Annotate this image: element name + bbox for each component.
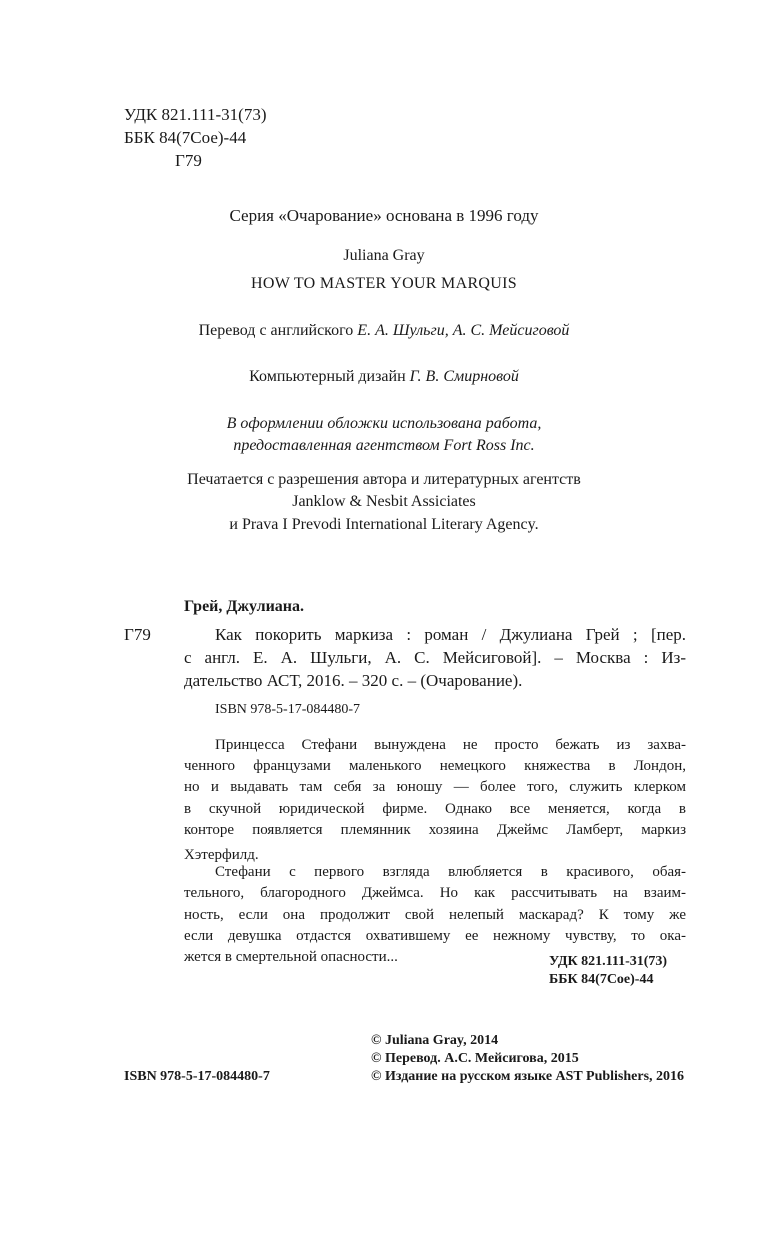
catalog-heading: Грей, Джулиана. xyxy=(184,598,305,615)
annotation-bbk: ББК 84(7Сое)-44 xyxy=(549,972,654,987)
design-credit xyxy=(0,366,768,388)
annotation-line: но и выдавать там себя за юношу — более того, служить клерком xyxy=(184,779,686,796)
cover-note-line: В оформлении обложки использована работа, xyxy=(226,415,542,432)
annotation-line: Принцесса Стефани вынуждена не просто бежать из захва- xyxy=(215,737,686,753)
annotation-line: ченного французами маленького немецкого княжества в Лондон, xyxy=(184,758,686,775)
udk-code: УДК 821.111-31(73) xyxy=(124,105,267,124)
permission-line: Janklow & Nesbit Assiciates xyxy=(292,493,476,510)
catalog-entry-line: с англ. Е. А. Шульги, А. С. Мейсиговой]. – Москва : Из- xyxy=(184,648,686,667)
catalog-entry-line: Как покорить маркиза : роман / Джулиана Грей ; [пер. xyxy=(215,625,686,644)
catalog-isbn: ISBN 978-5-17-084480-7 xyxy=(215,702,361,717)
annotation-line: ность, если она продолжит свой нелепый маскарад? К тому же xyxy=(184,906,686,923)
copyright-line: © Juliana Gray, 2014 xyxy=(371,1033,499,1048)
cover-note-line: предоставленная агентством Fort Ross Inc. xyxy=(233,437,535,454)
annotation-line: жется в смертельной опасности... xyxy=(184,949,398,965)
annotation-line: конторе появляется племянник хозяина Джеймс Ламберт, маркиз xyxy=(184,821,686,838)
footer-isbn: ISBN 978-5-17-084480-7 xyxy=(124,1069,270,1084)
copyright-line: © Перевод. А.С. Мейсигова, 2015 xyxy=(371,1051,579,1066)
annotation-line: Хэтерфилд. xyxy=(184,847,259,863)
annotation-line: Стефани с первого взгляда влюбляется в красивого, обая- xyxy=(215,864,686,881)
translation-credit xyxy=(0,320,768,342)
copyright-line: © Издание на русском языке AST Publishers, 2016 xyxy=(371,1069,685,1084)
annotation-line: в скучной юридической фирме. Однако все меняется, когда в xyxy=(184,800,686,817)
catalog-mark: Г79 xyxy=(124,625,151,644)
author-mark: Г79 xyxy=(175,151,202,170)
bbk-code: ББК 84(7Сое)-44 xyxy=(124,128,247,147)
annotation-udk: УДК 821.111-31(73) xyxy=(549,954,668,969)
annotation-line: тельного, благородного Джеймса. Но как рассчитывать на взаим- xyxy=(184,885,686,902)
original-author: Juliana Gray xyxy=(343,247,425,264)
designer: Г. В. Смирновой xyxy=(409,368,519,385)
permission-line: Печатается с разрешения автора и литературных агентств xyxy=(187,471,581,488)
original-title: HOW TO MASTER YOUR MARQUIS xyxy=(251,275,517,292)
catalog-entry-line: дательство АСТ, 2016. – 320 с. – (Очарование). xyxy=(184,671,523,690)
annotation-line: если девушка отдастся охватившему ее нежному чувству, то ока- xyxy=(184,927,686,944)
translators: Е. А. Шульги, А. С. Мейсиговой xyxy=(357,322,570,339)
translation-prefix: Перевод с английского xyxy=(198,322,354,339)
design-prefix: Компьютерный дизайн xyxy=(249,368,406,385)
series-note: Серия «Очарование» основана в 1996 году xyxy=(229,206,539,225)
permission-line: и Prava I Prevodi International Literary Agency. xyxy=(229,516,539,533)
